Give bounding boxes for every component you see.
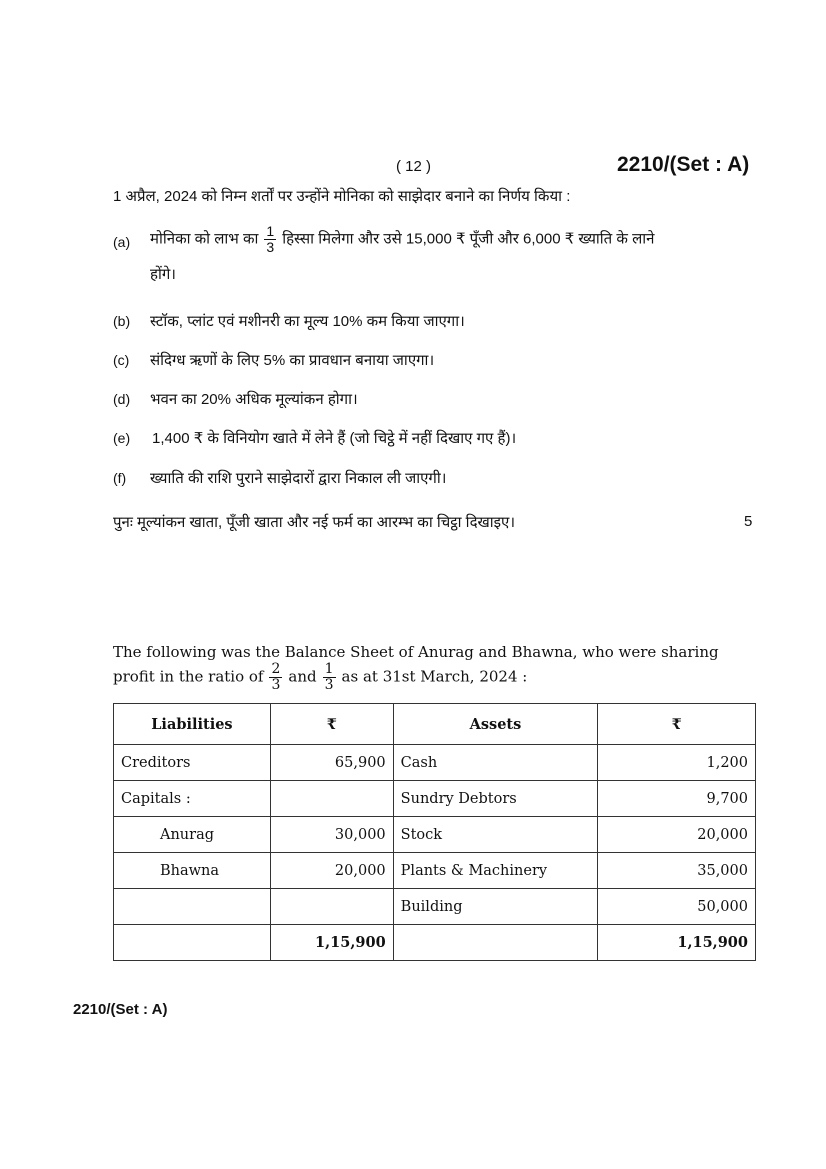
- header-amount: ₹: [598, 704, 756, 745]
- cell: 9,700: [598, 781, 756, 817]
- condition-text: मोनिका को लाभ का: [150, 230, 259, 248]
- cell: Stock: [393, 817, 598, 853]
- cell: [114, 925, 271, 961]
- condition-label: (d): [113, 391, 131, 407]
- instruction: पुनः मूल्यांकन खाता, पूँजी खाता और नई फर्म का आरम्भ का चिट्ठा दिखाइए।: [113, 514, 516, 531]
- cell: 50,000: [598, 889, 756, 925]
- cell: Cash: [393, 745, 598, 781]
- condition-f: ख्याति की राशि पुराने साझेदारों द्वारा निकाल ली जाएगी।: [150, 470, 447, 487]
- marks: 5: [744, 513, 753, 530]
- cell: [270, 889, 393, 925]
- cell: Sundry Debtors: [393, 781, 598, 817]
- condition-d: भवन का 20% अधिक मूल्यांकन होगा।: [150, 391, 358, 408]
- cell: Capitals :: [114, 781, 271, 817]
- denominator: 3: [266, 239, 275, 255]
- intro-text: 1 अप्रैल, 2024 को निम्न शर्तों पर उन्होंने मोनिका को साझेदार बनाने का निर्णय किया :: [113, 188, 571, 205]
- text: profit in the ratio of: [113, 667, 264, 686]
- denominator: 3: [271, 677, 281, 693]
- condition-label: (c): [113, 352, 130, 368]
- condition-b: स्टॉक, प्लांट एवं मशीनरी का मूल्य 10% कम किया जाएगा।: [150, 313, 465, 330]
- table-row: [114, 889, 756, 925]
- question-line-1: The following was the Balance Sheet of Anurag and Bhawna, who were sharing: [113, 643, 719, 661]
- total-assets: 1,15,900: [598, 925, 756, 961]
- cell: Building: [393, 889, 598, 925]
- numerator: 2: [271, 661, 281, 677]
- condition-text: हिस्सा मिलेगा और उसे 15,000 ₹ पूँजी और 6,000 ₹ ख्याति के लाने: [282, 230, 655, 248]
- total-liabilities: 1,15,900: [270, 925, 393, 961]
- fraction: [264, 224, 276, 255]
- denominator: 3: [324, 677, 334, 693]
- table-header: [114, 704, 756, 745]
- condition-a: [150, 224, 654, 255]
- question-line-2: [113, 662, 527, 693]
- fraction: [323, 662, 336, 693]
- cell: Anurag: [114, 817, 271, 853]
- condition-label: (e): [113, 430, 131, 446]
- cell: 20,000: [270, 853, 393, 889]
- condition-a-cont: होंगे।: [150, 266, 176, 283]
- cell: 35,000: [598, 853, 756, 889]
- header-liabilities: Liabilities: [114, 704, 271, 745]
- table-total-row: [114, 925, 756, 961]
- paper-code: 2210/(Set : A): [617, 153, 750, 176]
- table-row: [114, 817, 756, 853]
- numerator: 1: [324, 661, 334, 677]
- cell: 65,900: [270, 745, 393, 781]
- cell: Bhawna: [114, 853, 271, 889]
- table-row: [114, 781, 756, 817]
- condition-label: (a): [113, 234, 131, 250]
- table-row: [114, 745, 756, 781]
- balance-sheet-table: [113, 703, 756, 961]
- cell: 30,000: [270, 817, 393, 853]
- numerator: 1: [266, 223, 275, 239]
- cell: [114, 889, 271, 925]
- text: as at 31st March, 2024 :: [341, 667, 528, 686]
- cell: [270, 781, 393, 817]
- condition-label: (b): [113, 313, 131, 329]
- cell: Plants & Machinery: [393, 853, 598, 889]
- header-assets: Assets: [393, 704, 598, 745]
- footer-code: 2210/(Set : A): [73, 1001, 168, 1018]
- cell: 1,200: [598, 745, 756, 781]
- cell: [393, 925, 598, 961]
- header-amount: ₹: [270, 704, 393, 745]
- text: and: [288, 667, 317, 686]
- table-row: [114, 853, 756, 889]
- fraction: [269, 662, 282, 693]
- page-number: ( 12 ): [396, 158, 432, 175]
- condition-label: (f): [113, 470, 127, 486]
- condition-e: 1,400 ₹ के विनियोग खाते में लेने हैं (जो चिट्ठे में नहीं दिखाए गए हैं)।: [152, 430, 517, 447]
- condition-c: संदिग्ध ऋणों के लिए 5% का प्रावधान बनाया जाएगा।: [150, 352, 435, 369]
- cell: Creditors: [114, 745, 271, 781]
- cell: 20,000: [598, 817, 756, 853]
